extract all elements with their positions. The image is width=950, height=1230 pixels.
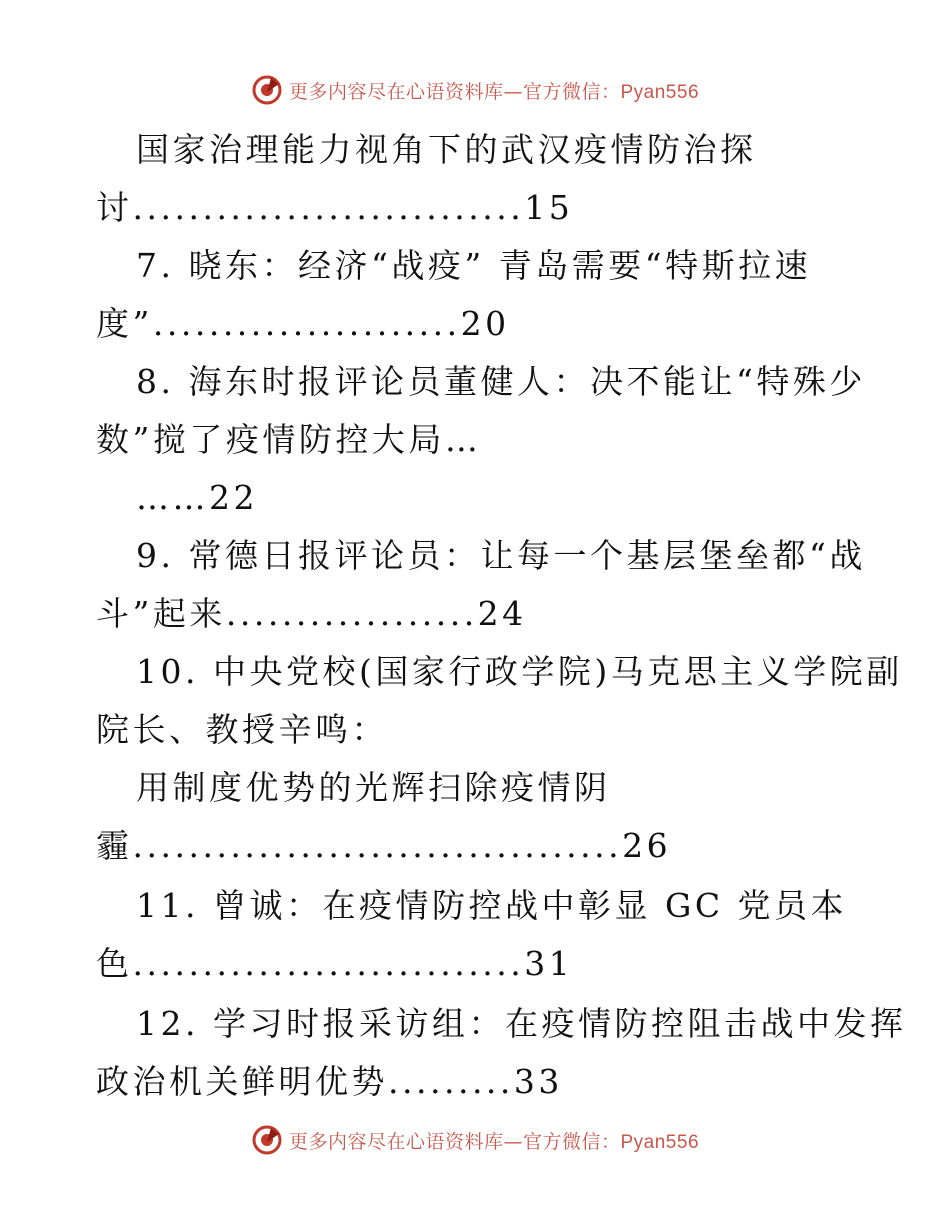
- toc-line: 讨............................15: [96, 188, 574, 227]
- logo-icon: [251, 1124, 283, 1156]
- watermark-separator: —: [503, 80, 523, 103]
- table-of-contents: [0, 118, 950, 1118]
- watermark-wechat-id: Pyan556: [620, 81, 700, 103]
- toc-line: 8. 海东时报评论员董健人：决不能让“特殊少: [136, 362, 866, 401]
- watermark-separator: —: [503, 1130, 523, 1153]
- footer-watermark: [0, 1120, 950, 1160]
- header-watermark: [0, 70, 950, 110]
- logo-icon: [251, 74, 283, 106]
- watermark-slogan: 更多内容尽在心语资料库: [288, 1130, 504, 1153]
- toc-line: 用制度优势的光辉扫除疫情阴: [136, 768, 611, 807]
- watermark-wechat-id: Pyan556: [620, 1131, 700, 1153]
- toc-line: ……22: [136, 478, 258, 517]
- toc-line: 7. 晓东：经济“战疫” 青岛需要“特斯拉速: [136, 246, 812, 285]
- toc-line: 10. 中央党校(国家行政学院)马克思主义学院副: [136, 652, 903, 691]
- watermark-wechat-label: 官方微信：: [522, 80, 621, 103]
- toc-line: 数”搅了疫情防控大局…: [96, 420, 482, 459]
- toc-line: 院长、教授辛鸣：: [96, 710, 388, 749]
- toc-line: 度”......................20: [96, 304, 510, 343]
- watermark-slogan: 更多内容尽在心语资料库: [288, 80, 504, 103]
- toc-line: 12. 学习时报采访组：在疫情防控阻击战中发挥: [136, 1004, 907, 1043]
- toc-line: 国家治理能力视角下的武汉疫情防治探: [136, 130, 757, 169]
- toc-line: 霾...................................26: [96, 826, 672, 865]
- watermark-text: [289, 1127, 699, 1154]
- toc-line: 9. 常德日报评论员：让每一个基层堡垒都“战: [136, 536, 866, 575]
- watermark-text: [289, 77, 699, 104]
- toc-line: 色............................31: [96, 944, 574, 983]
- toc-line: 政治机关鲜明优势.........33: [96, 1062, 563, 1101]
- toc-line: 斗”起来..................24: [96, 594, 527, 633]
- toc-line: 11. 曾诚：在疫情防控战中彰显 GC 党员本: [136, 886, 848, 925]
- watermark-wechat-label: 官方微信：: [522, 1130, 621, 1153]
